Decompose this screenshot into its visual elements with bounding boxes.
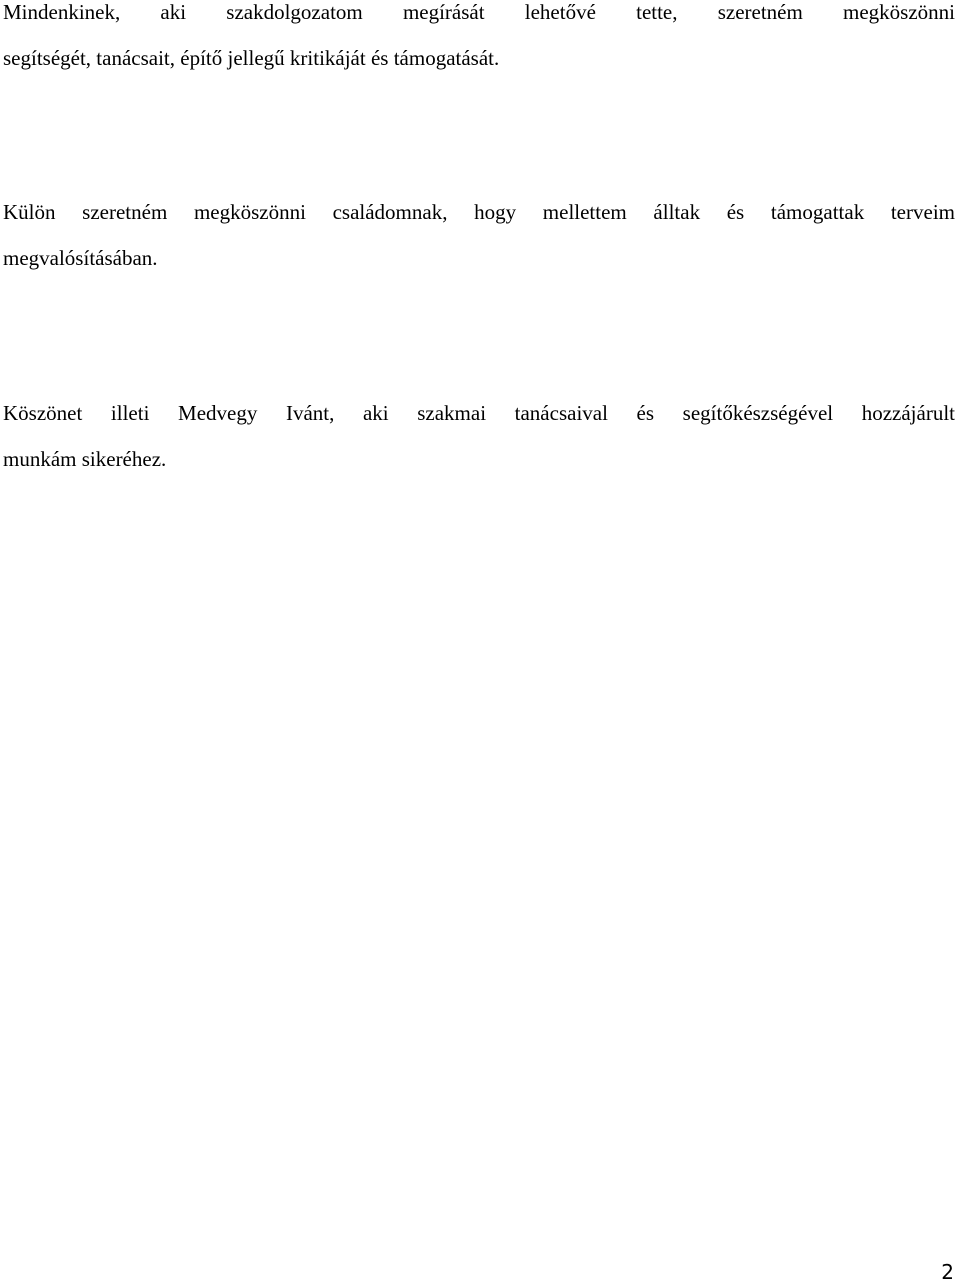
text-line: megvalósításában.: [3, 246, 158, 270]
page-number: 2: [941, 1260, 954, 1284]
text-line: segítségét, tanácsait, építő jellegű kritikáját és támogatását.: [3, 46, 500, 70]
text-line: Külön szeretném megköszönni családomnak, hogy mellettem álltak és támogattak terveim: [3, 200, 955, 224]
text-line: Mindenkinek, aki szakdolgozatom megírását lehetővé tette, szeretném megköszönni: [3, 0, 955, 24]
text-line: Köszönet illeti Medvegy Ivánt, aki szakmai tanácsaival és segítőkészségével hozzájárult: [3, 401, 955, 425]
text-line: munkám sikeréhez.: [3, 447, 167, 471]
